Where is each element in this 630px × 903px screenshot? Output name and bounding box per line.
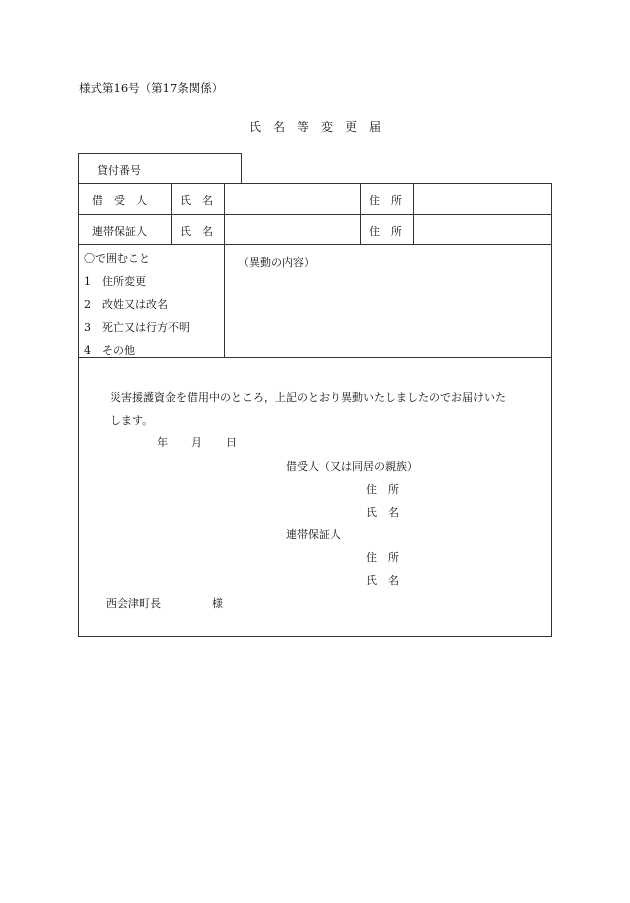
declaration-line-1: 災害援護資金を借用中のところ，上記のとおり異動いたしましたのでお届けいた	[110, 391, 506, 404]
date-month-label: 月	[191, 436, 202, 449]
borrower-name-label: 氏 名	[180, 194, 213, 207]
guarantor-address-label: 住 所	[369, 225, 402, 238]
option-item[interactable]: 3 死亡又は行方不明	[84, 321, 190, 334]
change-details-label: （異動の内容）	[238, 256, 315, 269]
guarantor-name-label: 氏 名	[180, 225, 213, 238]
options-header: 〇で囲むこと	[84, 252, 150, 265]
borrower-heading: 借受人（又は同居の親族）	[286, 460, 418, 473]
declaration-line-2: します。	[110, 414, 154, 427]
addressee: 西会津町長	[106, 597, 161, 610]
change-details-field[interactable]	[226, 270, 549, 355]
form-number: 様式第16号（第17条関係）	[79, 81, 224, 95]
borrower-address-field[interactable]	[415, 185, 549, 212]
borrower-name-field[interactable]	[226, 185, 358, 212]
page-title: 氏 名 等 変 更 届	[248, 120, 381, 134]
borrower-name-sign-label: 氏 名	[366, 506, 399, 519]
option-item[interactable]: 4 その他	[84, 344, 135, 357]
guarantor-heading: 連帯保証人	[286, 528, 341, 541]
guarantor-name-field[interactable]	[226, 216, 358, 243]
guarantor-address-sign-label: 住 所	[366, 551, 399, 564]
loan-number-label: 貸付番号	[97, 164, 141, 177]
borrower-label: 借 受 人	[92, 194, 147, 207]
guarantor-name-sign-label: 氏 名	[366, 574, 399, 587]
date-day-label: 日	[226, 436, 237, 449]
borrower-address-label: 住 所	[369, 194, 402, 207]
guarantor-label: 連帯保証人	[92, 225, 147, 238]
date-year-label: 年	[157, 436, 168, 449]
borrower-address-sign-label: 住 所	[366, 483, 399, 496]
guarantor-address-field[interactable]	[415, 216, 549, 243]
option-item[interactable]: 2 改姓又は改名	[84, 298, 168, 311]
option-item[interactable]: 1 住所変更	[84, 275, 146, 288]
honorific: 様	[212, 597, 223, 610]
